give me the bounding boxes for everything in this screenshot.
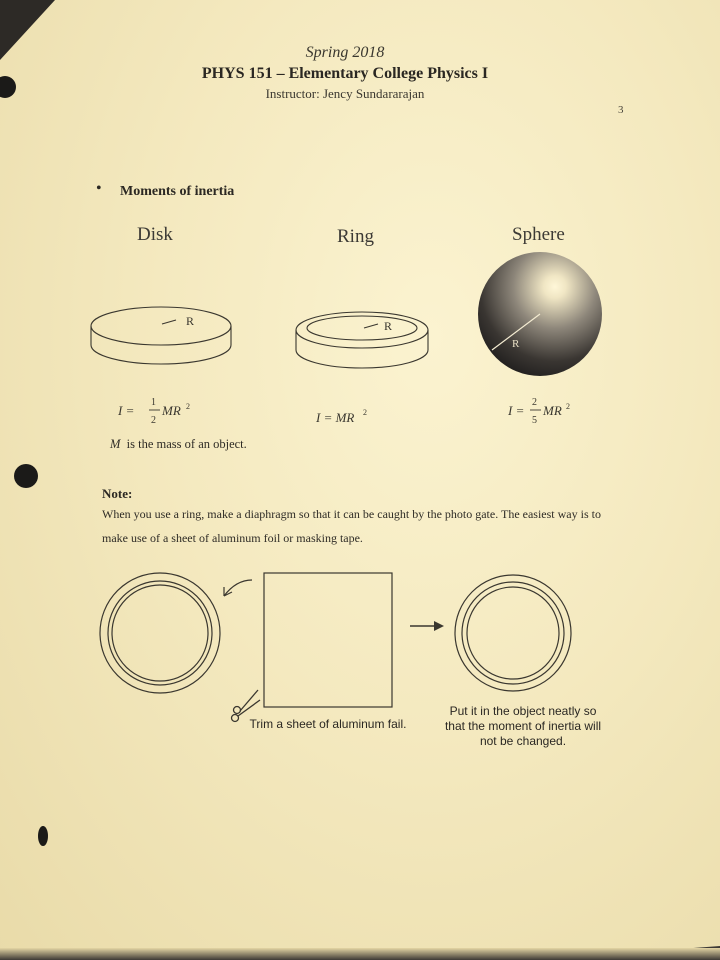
disk-diagram xyxy=(91,307,231,364)
svg-text:2: 2 xyxy=(566,402,570,411)
sphere-radius-label: R xyxy=(512,338,520,350)
sphere-diagram xyxy=(478,252,602,376)
disk-formula xyxy=(117,397,190,426)
note-body: When you use a ring, make a diaphragm so that it can be caught by the photo gate. The easiest way is to make use of a sheet of aluminum foil or masking tape. xyxy=(102,507,601,545)
svg-text:2: 2 xyxy=(151,415,156,426)
sphere-label: Sphere xyxy=(512,224,565,245)
mass-symbol: M xyxy=(110,437,121,451)
svg-text:MR: MR xyxy=(543,403,562,418)
trim-caption: Trim a sheet of aluminum fail. xyxy=(249,717,407,731)
curved-arrow-icon xyxy=(224,580,252,596)
instructor-line: Instructor: Jency Sundararajan xyxy=(265,86,425,101)
svg-text:2: 2 xyxy=(186,402,190,411)
aluminum-foil-sheet xyxy=(264,573,392,707)
mass-definition-text: is the mass of an object. xyxy=(126,437,247,451)
svg-text:MR: MR xyxy=(162,403,181,418)
svg-text:I =: I = xyxy=(508,403,525,418)
semester-heading: Spring 2018 xyxy=(305,44,385,61)
disk-label: Disk xyxy=(137,224,173,245)
svg-text:2: 2 xyxy=(363,408,367,417)
ring-radius-label: R xyxy=(384,319,393,333)
section-title: Moments of inertia xyxy=(120,184,235,199)
mass-definition xyxy=(110,437,247,452)
ring-diagram xyxy=(296,312,428,368)
svg-text:I = MR: I = MR xyxy=(316,410,355,425)
svg-text:1: 1 xyxy=(151,397,156,408)
bullet-icon: • xyxy=(96,180,102,197)
ring-top-view xyxy=(100,573,220,693)
svg-text:5: 5 xyxy=(532,415,537,426)
placement-caption: Put it in the object neatly so that the moment of inertia will not be changed. xyxy=(444,704,602,748)
right-arrow-icon xyxy=(410,621,444,631)
svg-text:I =: I = xyxy=(118,403,135,418)
ring-label: Ring xyxy=(337,226,374,247)
sphere-formula xyxy=(507,397,570,426)
svg-text:2: 2 xyxy=(532,397,537,408)
page-number: 3 xyxy=(618,104,624,116)
disk-radius-label: R xyxy=(186,314,195,328)
ring-with-diaphragm xyxy=(455,575,571,691)
course-title: PHYS 151 – Elementary College Physics I xyxy=(201,65,489,82)
note-heading: Note: xyxy=(102,486,133,501)
ring-formula xyxy=(315,408,367,425)
